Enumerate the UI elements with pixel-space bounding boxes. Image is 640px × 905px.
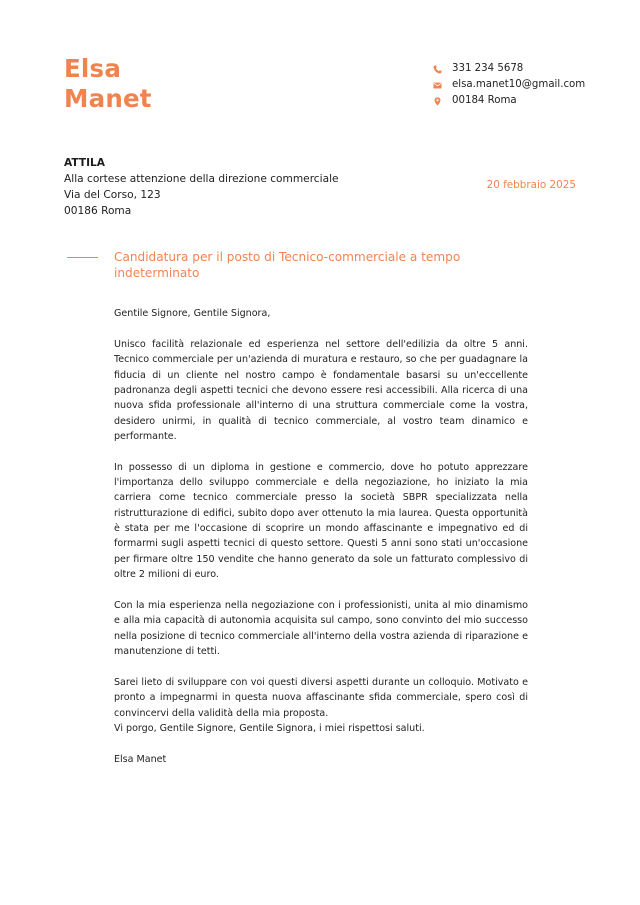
location-pin-icon — [433, 97, 442, 106]
recipient-attention: Alla cortese attenzione della direzione commerciale — [64, 173, 339, 185]
contact-email-row — [433, 77, 585, 93]
contact-address-row — [433, 93, 585, 109]
letter-closing: Vi porgo, Gentile Signore, Gentile Signora, i miei rispettosi saluti. — [114, 722, 425, 734]
subject-divider — [67, 257, 98, 258]
envelope-icon — [433, 81, 442, 90]
recipient-block — [64, 155, 339, 219]
applicant-first-name: Elsa — [64, 54, 122, 83]
letter-paragraph-4: Sarei lieto di sviluppare con voi questi diversi aspetti durante un colloquio. Motivato e pronto a impegnarmi in questa nuova affascinante sfida commerciale, spero così di convincervi della validità della mia proposta. — [114, 676, 528, 719]
contact-phone: 331 234 5678 — [452, 63, 524, 74]
letter-salutation: Gentile Signore, Gentile Signora, — [114, 308, 271, 319]
recipient-city: 00186 Roma — [64, 205, 132, 217]
letter-body — [114, 306, 528, 767]
phone-icon — [433, 65, 442, 74]
letter-date: 20 febbraio 2025 — [486, 179, 576, 191]
contact-address: 00184 Roma — [452, 95, 517, 106]
contact-email: elsa.manet10@gmail.com — [452, 79, 586, 90]
letter-subject: Candidatura per il posto di Tecnico-commerciale a tempo indeterminato — [114, 250, 461, 280]
recipient-street: Via del Corso, 123 — [64, 189, 161, 201]
contact-block — [433, 61, 585, 109]
letter-paragraph-3: Con la mia esperienza nella negoziazione con i professionisti, unita al mio dinamismo e alla mia capacità di autonomia acquisita sul campo, sono convinto del mio successo nella posizione di tecnico commerciale all'interno della vostra azienda di riparazione e manutenzione di tetti. — [114, 600, 528, 658]
letter-paragraph-1: Unisco facilità relazionale ed esperienza nel settore dell'edilizia da oltre 5 anni. Tecnico commerciale per un'azienda di muratura e restauro, so che per guadagnare la fiducia di un cliente nel nostro campo è fondamentale basarsi su un'eccellente padronanza degli aspetti tecnici che devono essere resi accessibili. Alla ricerca di una nuova sfida professionale all'interno di una struttura commerciale come la vostra, desidero unirmi, in qualità di tecnico commerciale, al vostro team dinamico e performante. — [114, 338, 528, 442]
recipient-company: ATTILA — [64, 157, 105, 169]
applicant-name — [64, 54, 152, 114]
letter-paragraph-2: In possesso di un diploma in gestione e commercio, dove ho potuto apprezzare l'importanza dello sviluppo commerciale e della negoziazione, ho iniziato la mia carriera come tecnico commerciale presso la società SBPR specializzata nella ristrutturazione di edifici, subito dopo aver ottenuto la mia laurea. Questa opportunità è stata per me l'occasione di scoprire un mondo affascinante e impegnativo ed di formarmi sugli aspetti tecnici di questo settore. Questi 5 anni sono stati un'occasione per firmare oltre 150 vendite che hanno generato da sole un fatturato complessivo di oltre 2 milioni di euro. — [114, 461, 528, 581]
contact-phone-row — [433, 61, 585, 77]
letter-signature: Elsa Manet — [114, 753, 167, 765]
applicant-last-name: Manet — [64, 84, 152, 113]
